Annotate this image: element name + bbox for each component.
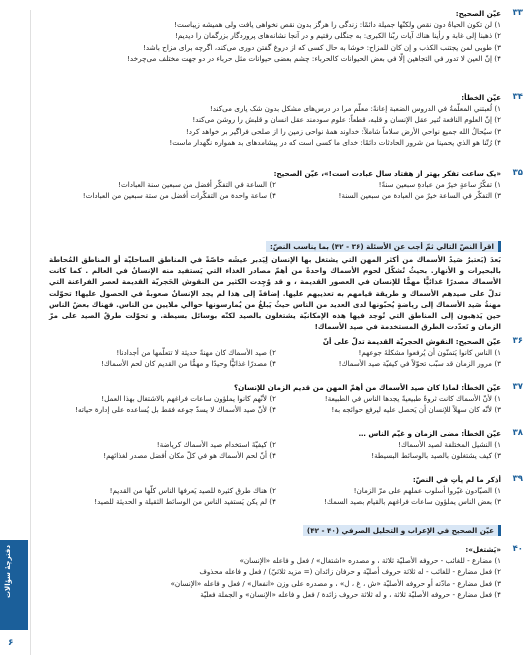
option-2[interactable]: ۲) صيد الأسماك كان مهنةً حديثة لا تتعلّمها من أجدادنا!	[116, 348, 276, 358]
question-number: ۳۳	[512, 8, 523, 18]
question-number: ۴۰	[512, 544, 523, 554]
option-1[interactable]: ۱) لأنّ الأسماك كانت ثروةً طبيعيةً يجدها الناس في الطبيعة!	[324, 394, 501, 404]
option-3[interactable]: ۳) لأنّه كان سهلاً للإنسان أن يَحصل عليه ليرفع حوائجه به!	[331, 405, 501, 415]
option-3[interactable]: ۳) مرور الزمان قد سبّب تحوّلاً في كيفيّة صيد الأسماك!	[338, 359, 501, 369]
question-number: ۳۸	[512, 428, 523, 438]
option-2[interactable]: ۲) لأنّهم كانوا يملؤون ساعات فراغهم بالاشتغال بهذا العمل!	[101, 394, 276, 404]
options-grid	[51, 347, 521, 369]
question-stem: عيّن الصحيح: النقوش الحجريّة القديمة تدلّ على أنّ	[322, 337, 501, 346]
question-number: ۳۷	[512, 382, 523, 392]
option-2[interactable]: ۲) ذهبنا إلى غابة و رأينا هناك آيات ربّنا الكبرى: به جنگلی رفتیم و در آنجا نشانه‌های پروردگار بزرگمان را دیدیم!	[174, 31, 501, 41]
question-number: ۳۵	[512, 168, 523, 178]
question-stem: «يَشتغل»:	[465, 545, 501, 554]
reading-passage: بَعدَ (بَعتبرُ صَيدُ الأسماك من أكثر المهن التي يشتغل بها الإنسان لِيَدبر عيشَه خاصّةً في المناطق الساحليّة أو المناطق المُحاطة بالبحيرات و الأنهار. بحيثُ تُشكّل لحوم الأسماك واحدةً من أهمّ مصادر الغذاء التي يَستفيد منه الإنسانُ في العالم . كما كانت الأسماك مصدرًا غذائيًّا مهمًّا للإنسان في العصور القديمة ، و قد وُجِدت الكثير من النقوش الحَجريّة القديمة لعصر الفراعنة التي تدلّ على صيدهم الأسماك و طريقة قيامهم به تعذيبهم عليها. إضافةً إلى هذا لم يجد الإنسانُ صعوبةً في الحصول عليها! تحوّلت مهنةُ صَيد الأسماك إلى رياضةٍ يُحبّونها لدى العديد من الناس حيثُ يَبلغُ من يُمارسونها حوالي ملايين من الناس. فهناك بعضُ الناس حين يَذهبون إلى المناطق التي تُوجد فيها هذه الإمكانيّة يشتغلون بالصيد لكنّه بوسائل بسيطة. و تحوّلت طرقُ الصيد على مرّ الزمان و تَعدّدت الطرق المستخدمة في صيد الأسماك!	[49, 255, 501, 332]
question-40	[51, 544, 521, 600]
option-4[interactable]: ۴) أنّ لحم الأسماك هو في كلّ مكان أفضل مصدر لغذائهم!	[103, 451, 276, 461]
option-1[interactable]: ۱) الناس كانوا يَتمنّون أن يُرفعوا مشكلةَ جوعهم!	[358, 348, 501, 358]
option-3[interactable]: ۳) سيُحالُ الله جميع نواحي الأرض سلاماً شاملاً: خداوند همهٔ نواحی زمین را از صلحی فراگیر بر خواهد کرد!	[185, 126, 501, 136]
option-1[interactable]: ۱) لن تكون الحياةُ دون نقص ولكنّها جميلة دائمًا: زندگی را هرگز بدون نقص نخواهی یافت ولی همیشه زیباست!	[174, 20, 501, 30]
question-39	[51, 474, 521, 508]
option-1[interactable]: ۱) تفكّرُ ساعةٍ خيرٌ من عبادةِ سبعين سنةً!	[378, 180, 501, 190]
options-grid	[51, 485, 521, 507]
option-3[interactable]: ۳) بعض الناس يملؤون ساعات فراغهم بالقيام بصيد السمك!	[324, 497, 501, 507]
question-stem: عيّن الخطأ: مضى الزمان و غيّم الناس …	[358, 429, 501, 438]
grammar-section-header: عيّن الصحيح في الإعراب و التحليل الصرفي (۴۰ - ۴۲)	[303, 525, 501, 536]
margin-line	[30, 10, 31, 655]
option-4[interactable]: ۴) لأنّ صيد الأسماك لا يسدّ جوعه فقط بل يُساعده على إدارة حياته!	[75, 405, 276, 415]
option-4[interactable]: ۴) رُتّنا هو الذي يحمينا من شرور الحادثات دائمًا: خدای ما کسی است که در پیشامدهای بد همواره نگهدار ماست!	[169, 137, 501, 147]
question-number: ۳۶	[512, 336, 523, 346]
option-3[interactable]: ۳) طوبى لمن يجتنب الكذب و إن كان للمزاح: خوشا به حال کسی که از دروغ گفتن دوری می‌کند، اگرچه برای مزاح باشد!	[143, 42, 501, 52]
question-stem: عيّن الخطأ:	[461, 93, 501, 102]
option-1[interactable]: ۱) لُعبتني المعلّمةُ في الدروس الضعبة إعانةً: معلّم مرا در درس‌های مشکل بدون شک یاری می‌کند!	[209, 104, 501, 114]
option-1[interactable]: ۱) مضارع - للغائب - حروفه الأصليّة ثلاثة ، و مصدره «اشتغال» / فعل و فاعله «الإنسان»	[239, 556, 501, 566]
option-2[interactable]: ۲) هناك طرق كثيرة للصيد يَعرفها الناس كلّها من القديم!	[109, 486, 276, 496]
question-37	[51, 382, 521, 416]
question-36	[51, 336, 521, 370]
question-number: ۳۴	[512, 92, 523, 102]
option-1[interactable]: ۱) الصيّادون غيّروا أسلوب عملهم على مرّ الزمان!	[353, 486, 501, 496]
options-grid	[51, 393, 521, 415]
option-4[interactable]: ۴) فعل مضارع - حروفه الأصليّة ثلاثة ، و له ثلاثة حروف زائدة / فعل و فاعله «الإنسان» و الجملة فعليّة	[200, 589, 501, 599]
option-3[interactable]: ۳) كيف يشتغلون بالصيد بالوسائط البسيطة!	[371, 451, 501, 461]
options-grid	[51, 179, 521, 201]
side-tab-label: دفترچهٔ سؤالات	[4, 545, 12, 599]
option-2[interactable]: ۲) كيفيّةَ استخدام صيد الأسماك كرياضة!	[156, 440, 276, 450]
option-4[interactable]: ۴) مصدرًا غذائيًّا وحيدًا و مهمًّا من القديم كان لحم الأسماك!	[100, 359, 276, 369]
option-4[interactable]: ۴) لم يكن يَستفيد الناس من الوسائط الثقيلة و الحديثة للصيد!	[94, 497, 276, 507]
options-grid	[51, 439, 521, 461]
page-number: ۶	[8, 638, 14, 648]
option-2[interactable]: ۲) إنّ العلوم النافعة تُنير عقل الإنسان و قلبه، قطعاً: علوم سودمند عقل انسان و قلبش را روشن می‌کند!	[192, 115, 501, 125]
option-2[interactable]: ۲) فعل مضارع - للغائب - له ثلاثة حروف أصليّة و حرفان زائدان (= مزيد ثلاثيّ) / فعل و فاعله محذوف	[199, 567, 501, 577]
option-4[interactable]: ۴) إنّ العين لا تدور في التجاهين إلّا في بعض الحيوانات كالحرباء: چشم بعضی حیوانات مثل حرباء در دو جهت مختلف می‌چرخد!	[127, 53, 501, 63]
question-35	[51, 168, 521, 202]
question-33	[51, 8, 521, 64]
option-4[interactable]: ۴) ساعة واحدة من التفكّرات أفضل من ستة سبعين من العبادات!	[82, 191, 276, 201]
option-3[interactable]: ۳) التفكّر في الساعة خيرٌ من العبادة من سبعين السنة!	[338, 191, 501, 201]
option-2[interactable]: ۲) الساعة في التفكّر أفضل من سبعين سنة العبادات!	[118, 180, 276, 190]
question-stem: عيّن الصحيح:	[455, 9, 501, 18]
passage-instruction: اقرأ النصّ التالي ثمّ أجب عن الأسئلة (۳۶ - ۴۲) بما يناسب النصّ:	[266, 241, 501, 252]
question-stem: «یک ساعت تفکر بهتر از هفتاد سال عبادت است!»، عيّن الصحيح:	[273, 169, 501, 178]
question-stem: عيّن الخطأ: لماذا كان صيد الأسماك من أهمّ المهن من قديم الزمان للإنسان؟	[233, 383, 501, 392]
question-stem: أذكر ما لم يأتِ في النصّ:	[412, 475, 501, 484]
option-1[interactable]: ۱) النشيل المختلفة لصيد الأسماك!	[398, 440, 501, 450]
question-38	[51, 428, 521, 462]
question-number: ۳۹	[512, 474, 523, 484]
question-34	[51, 92, 521, 148]
option-3[interactable]: ۳) فعل مضارع - مادّته أو حروفه الأصليّة «ش ، غ ، ل» ، و مصدره على وزن «انفعال» / فعل و فاعله «الإنسان»	[170, 578, 501, 588]
